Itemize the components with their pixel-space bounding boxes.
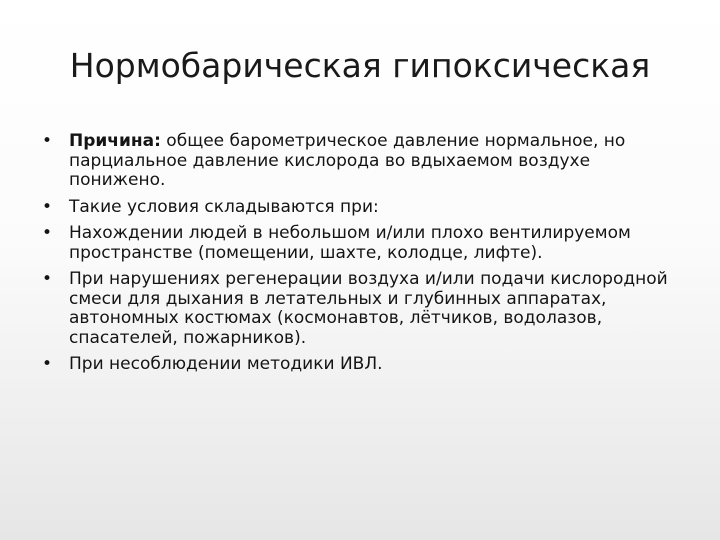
- slide-title: Нормобарическая гипоксическая: [69, 46, 651, 85]
- bullet-icon: •: [42, 223, 53, 243]
- bullet-icon: •: [42, 269, 53, 289]
- bullet-item-regeneration: [42, 270, 682, 348]
- bullet-icon: •: [42, 131, 53, 151]
- bullet-text: общее барометрическое давление нормальное, но парциальное давление кислорода во вдыхаемом воздухе понижено.: [69, 131, 626, 190]
- bullet-icon: •: [42, 196, 53, 217]
- bullet-item-confined-space: [42, 224, 682, 263]
- bullet-text: При несоблюдении методики ИВЛ.: [69, 354, 383, 374]
- bullet-item-conditions: [42, 198, 682, 218]
- bullet-text: Нахождении людей в небольшом и/или плохо вентилируемом пространстве (помещении, шахте, колодце, лифте).: [69, 223, 631, 263]
- bullet-item-cause: [42, 132, 682, 191]
- bullet-item-ventilation: [42, 355, 682, 375]
- bullet-list: [42, 132, 682, 382]
- bullet-icon: •: [42, 354, 53, 374]
- bullet-text: Такие условия складываются при:: [69, 196, 379, 217]
- bullet-text: При нарушениях регенерации воздуха и/или подачи кислородной смеси для дыхания в летательных и глубинных аппаратах, автономных костюмах (космонавтов, лётчиков, водолазов, спасателей, пожарников).: [69, 269, 668, 348]
- bullet-label: Причина:: [69, 131, 161, 151]
